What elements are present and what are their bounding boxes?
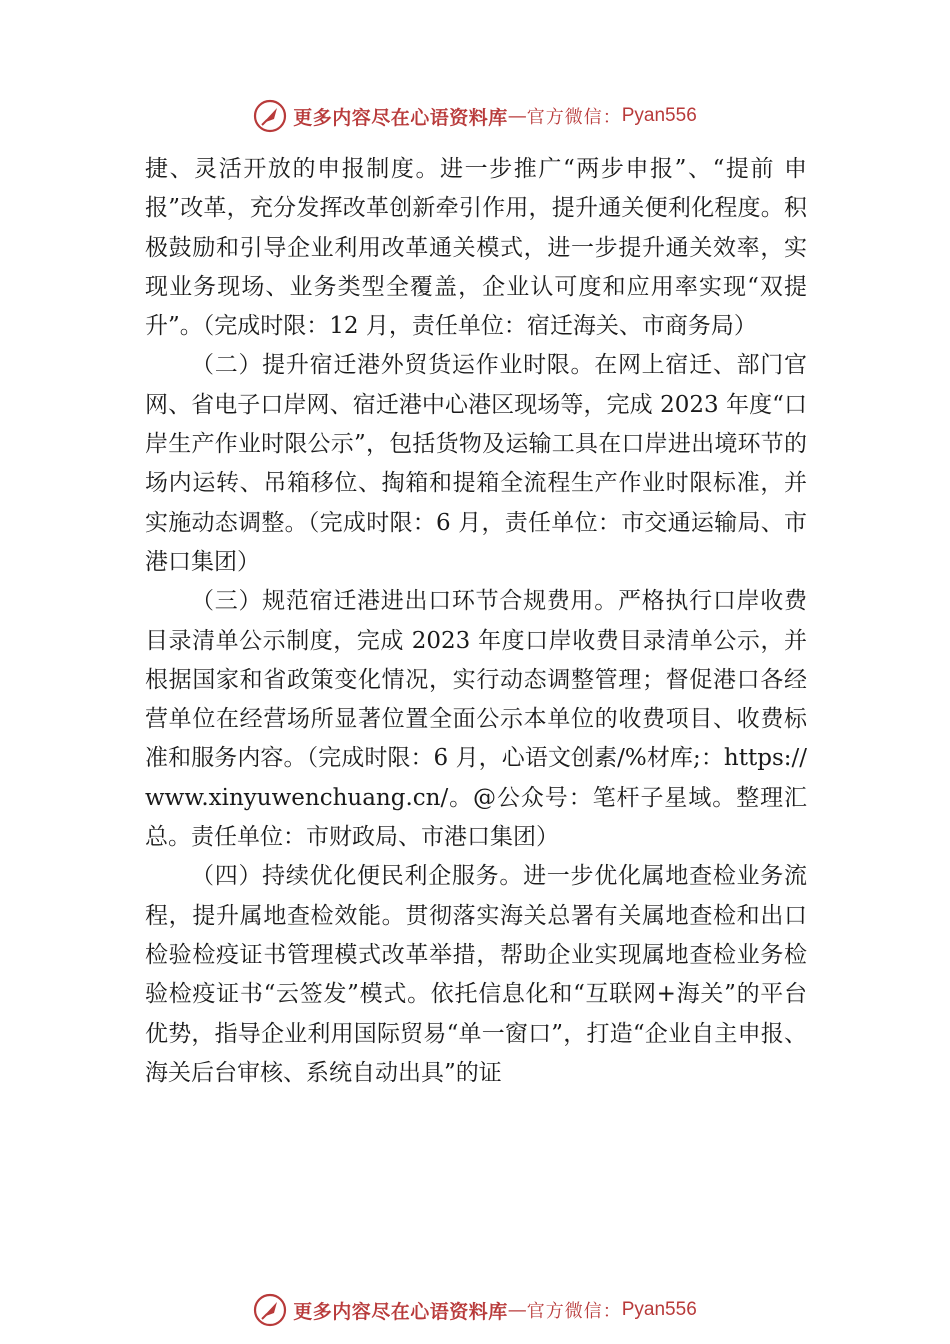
quill-logo-icon xyxy=(253,99,287,133)
paragraph-4: （四）持续优化便民利企服务。进一步优化属地查检业务流程，提升属地查检效能。贯彻落实海关总署有关属地查检和出口检验检疫证书管理模式改革举措，帮助企业实现属地查检业务检验检疫证书“云签发”模式。依托信息化和“互联网+海关”的平台优势，指导企业利用国际贸易“单一窗口”，打造“企业自主申报、海关后台审核、系统自动出具”的证 xyxy=(145,863,807,1086)
banner-site-text: 更多内容尽在心语资料库 xyxy=(293,1300,508,1323)
header-banner xyxy=(0,96,950,136)
banner-site-text: 更多内容尽在心语资料库 xyxy=(293,106,508,129)
paragraph-3: （三）规范宿迁港进出口环节合规费用。严格执行口岸收费目录清单公示制度，完成 2023 年度口岸收费目录清单公示，并根据国家和省政策变化情况，实行动态调整管理；督促港口各经营单位在经营场所显著位置全面公示本单位的收费项目、收费标准和服务内容。（完成时限：6 月，心语文创素/%材库;：https://www.xinyuwenchuang.cn/。@公众号：笔杆子星域。整理汇总。责任单位：市财政局、市港口集团） xyxy=(145,588,807,851)
paragraph-2: （二）提升宿迁港外贸货运作业时限。在网上宿迁、部门官网、省电子口岸网、宿迁港中心港区现场等，完成 2023 年度“口岸生产作业时限公示”，包括货物及运输工具在口岸进出境环节的场内运转、吊箱移位、掏箱和提箱全流程生产作业时限标准，并实施动态调整。（完成时限：6 月，责任单位：市交通运输局、市港口集团） xyxy=(145,352,807,575)
banner-wechat-id: Pyan556 xyxy=(621,1299,697,1320)
document-body xyxy=(145,150,807,1093)
banner-wechat-id: Pyan556 xyxy=(621,105,697,126)
banner-wechat-label: 官方微信： xyxy=(526,1301,622,1322)
paragraph-1: 捷、灵活开放的申报制度。进一步推广“两步申报”、“提前 申报”改革，充分发挥改革创新牵引作用，提升通关便利化程度。积极鼓励和引导企业利用改革通关模式，进一步提升通关效率，实现业务现场、业务类型全覆盖，企业认可度和应用率实现“双提升”。（完成时限：12 月，责任单位：宿迁海关、市商务局） xyxy=(145,156,807,340)
banner-separator: — xyxy=(507,105,527,127)
banner-separator: — xyxy=(507,1299,527,1321)
quill-logo-icon xyxy=(253,1293,287,1327)
banner-wechat-label: 官方微信： xyxy=(526,107,622,128)
footer-banner xyxy=(0,1290,950,1330)
